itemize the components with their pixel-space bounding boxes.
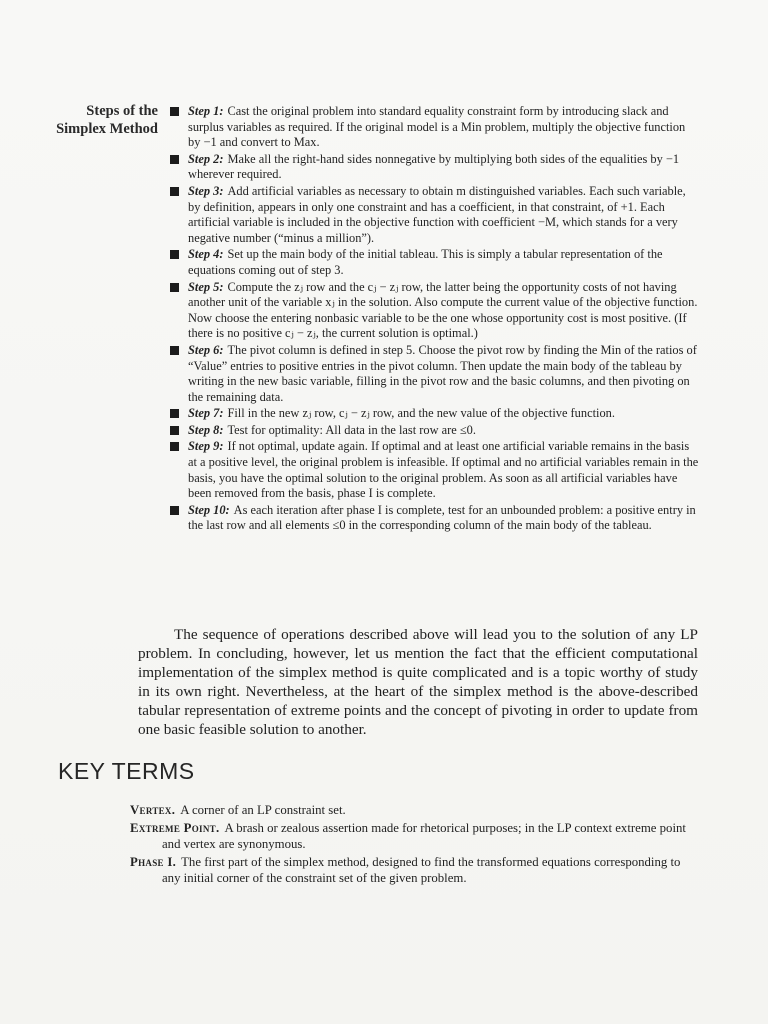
square-bullet-icon (170, 442, 179, 451)
square-bullet-icon (170, 346, 179, 355)
square-bullet-icon (170, 250, 179, 259)
step-label: Step 5: (188, 279, 224, 294)
step-item (168, 439, 700, 501)
step-label: Step 8: (188, 422, 224, 437)
step-item (168, 343, 700, 405)
key-term-name: Vertex. (130, 803, 176, 817)
square-bullet-icon (170, 155, 179, 164)
steps-list (168, 104, 700, 535)
square-bullet-icon (170, 187, 179, 196)
key-term-definition: A corner of an LP constraint set. (180, 803, 346, 817)
step-text: Set up the main body of the initial tableau. This is simply a tabular representation of the equations coming out of step 3. (188, 247, 663, 277)
key-terms-list (130, 802, 698, 888)
step-item (168, 104, 700, 151)
square-bullet-icon (170, 283, 179, 292)
step-text: Cast the original problem into standard equality constraint form by introducing slack and surplus variables as required. If the original model is a Min problem, multiply the objective function by −1 and convert to Max. (188, 104, 686, 150)
step-text: Test for optimality: All data in the last row are ≤0. (227, 422, 476, 437)
key-term-name: Extreme Point. (130, 821, 220, 835)
step-label: Step 9: (188, 439, 224, 454)
step-text: Add artificial variables as necessary to obtain m distinguished variables. Each such variable, by definition, appears in only one constraint and has a coefficient, in that constraint, of +1. Each artificial variable is included in the objective function with coefficient −M, which stands for a very negative number (“minus a million”). (188, 183, 686, 245)
key-term-definition: A brash or zealous assertion made for rhetorical purposes; in the LP context extreme point and vertex are synonymous. (162, 821, 686, 851)
step-label: Step 2: (188, 151, 224, 166)
step-text: If not optimal, update again. If optimal and at least one artificial variable remains in the basis at a positive level, the original problem is infeasible. If optimal and no artificial variables remain in the basis, you have the optimal solution to the original problem. As soon as all artificial variables have been removed from the basis, phase I is complete. (188, 439, 699, 501)
step-item (168, 247, 700, 278)
step-item (168, 280, 700, 342)
key-terms-heading: KEY TERMS (58, 758, 195, 784)
step-label: Step 7: (188, 406, 224, 421)
square-bullet-icon (170, 426, 179, 435)
closing-paragraph: The sequence of operations described above will lead you to the solution of any LP problem. In concluding, however, let us mention the fact that the efficient computational implementation of the simplex method is quite complicated and is a topic worthy of study in its own right. Nevertheless, at the heart of the simplex method is the above-described tabular representation of extreme points and the concept of pivoting in order to update from one basic feasible solution to another. (138, 626, 698, 739)
sidebar-title (40, 102, 158, 138)
sidebar-title-line2: Simplex Method (56, 121, 158, 137)
sidebar-title-line1: Steps of the (86, 103, 158, 119)
step-label: Step 10: (188, 502, 230, 517)
square-bullet-icon (170, 409, 179, 418)
step-item (168, 406, 700, 422)
step-text: Fill in the new zⱼ row, cⱼ − zⱼ row, and the new value of the objective function. (227, 406, 615, 421)
step-text: Make all the right-hand sides nonnegative by multiplying both sides of the equalities by −1 wherever required. (188, 151, 680, 182)
step-label: Step 3: (188, 183, 224, 198)
step-text: The pivot column is defined in step 5. Choose the pivot row by finding the Min of the ratios of “Value” entries to positive entries in the pivot column. Then update the main body of the tableau by writing in the new basic variable, filling in the pivot row and the basic columns, and then pivoting on the remaining data. (188, 342, 697, 404)
key-term-item (130, 802, 698, 818)
step-label: Step 1: (188, 104, 224, 118)
key-term-item (130, 854, 698, 886)
key-term-definition: The first part of the simplex method, designed to find the transformed equations corresponding to any initial corner of the constraint set of the given problem. (162, 855, 681, 885)
step-text: Compute the zⱼ row and the cⱼ − zⱼ row, the latter being the opportunity costs of not having another unit of the variable xⱼ in the solution. Also compute the current value of the objective function. Now choose the entering nonbasic variable to be the one whose opportunity cost is most positive. (If there is no positive cⱼ − zⱼ, the current solution is optimal.) (188, 279, 698, 341)
step-item (168, 423, 700, 439)
step-label: Step 6: (188, 342, 224, 357)
step-label: Step 4: (188, 247, 224, 262)
step-item (168, 184, 700, 246)
square-bullet-icon (170, 506, 179, 515)
square-bullet-icon (170, 107, 179, 116)
step-item (168, 503, 700, 534)
step-text: As each iteration after phase I is complete, test for an unbounded problem: a positive entry in the last row and all elements ≤0 in the corresponding column of the main body of the tableau. (188, 502, 696, 533)
key-term-name: Phase I. (130, 855, 177, 869)
step-item (168, 152, 700, 183)
key-term-item (130, 820, 698, 852)
